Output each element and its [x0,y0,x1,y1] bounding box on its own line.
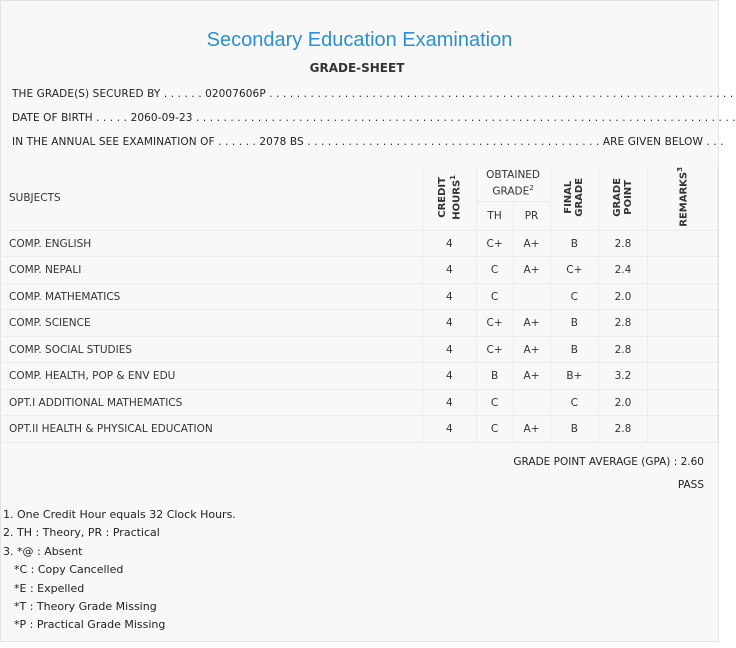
table-row [4,257,718,284]
date-of-birth-value: 2060-09-23 [130,112,193,124]
table-row [4,310,718,337]
header-credit-sup: 1 [448,174,457,180]
footnote-2: 2. TH : Theory, PR : Practical [3,526,160,540]
result-status: PASS [677,479,704,491]
examination-line [12,136,724,148]
theory-grade-cell: C+ [476,230,513,257]
final-grade-cell: C [550,389,599,416]
remarks-cell [647,310,717,337]
practical-grade-cell [513,283,550,310]
header-final-grade-label: FINAL GRADE [563,177,586,217]
grade-point-cell: 2.8 [599,230,648,257]
grade-point-cell: 2.8 [599,416,648,443]
footnote-copy-cancelled: *C : Copy Cancelled [14,563,124,577]
page-subtitle: GRADE-SHEET [309,61,405,75]
date-of-birth-label: DATE OF BIRTH . . . . . [12,112,131,124]
credit-hours-cell: 4 [423,283,477,310]
practical-grade-cell: A+ [513,416,550,443]
header-pr: PR [513,202,550,230]
examination-suffix: . . . . . . . . . . . . . . . . . . . . . . . . . . . . . . . . . . . . . . . . . . . ARE GIVEN BELOW . . . [303,136,724,148]
header-credit-hours-label: CREDIT HOURS [436,176,462,220]
table-row [4,363,718,390]
symbol-number-line [12,88,734,100]
practical-grade-cell: A+ [513,230,550,257]
credit-hours-cell: 4 [423,310,477,337]
remarks-cell [647,416,717,443]
examination-label: IN THE ANNUAL SEE EXAMINATION OF . . . . . . [12,136,260,148]
theory-grade-cell: C [476,389,513,416]
grade-point-cell: 2.8 [599,336,648,363]
subject-cell: COMP. MATHEMATICS [4,283,423,310]
practical-grade-cell: A+ [513,336,550,363]
table-row [4,416,718,443]
remarks-cell [647,230,717,257]
remarks-cell [647,389,717,416]
header-th: TH [476,202,513,230]
credit-hours-cell: 4 [423,336,477,363]
header-credit-hours [423,167,477,230]
theory-grade-cell: C+ [476,310,513,337]
grade-point-cell: 2.0 [599,389,648,416]
subject-cell: COMP. SCIENCE [4,310,423,337]
grade-point-cell: 3.2 [599,363,648,390]
header-obtained-sup: 2 [529,184,534,193]
credit-hours-cell: 4 [423,389,477,416]
header-subjects: SUBJECTS [4,167,423,230]
header-obtained-grade-label: OBTAINED GRADE [486,169,541,198]
header-remarks-label: REMARKS [678,171,690,227]
final-grade-cell: B [550,336,599,363]
footnote-expelled: *E : Expelled [14,581,85,595]
table-row [4,230,718,257]
subject-cell: COMP. SOCIAL STUDIES [4,336,423,363]
remarks-cell [647,257,717,284]
symbol-number-label: THE GRADE(S) SECURED BY . . . . . . [12,88,206,100]
final-grade-cell: C+ [550,257,599,284]
table-row [4,389,718,416]
subject-cell: COMP. NEPALI [4,257,423,284]
symbol-number-dots: . . . . . . . . . . . . . . . . . . . . . . . . . . . . . . . . . . . . . . . . . . . . . . . . . . . . . . . . . . . . . . . . . . . . [265,88,734,100]
footnote-theory-missing: *T : Theory Grade Missing [14,600,157,614]
grades-table [4,167,718,443]
grade-point-cell: 2.4 [599,257,648,284]
header-final-grade [550,167,599,230]
date-of-birth-line [12,112,736,124]
symbol-number-value: 02007606P [205,88,266,100]
final-grade-cell: B [550,310,599,337]
final-grade-cell: B+ [550,363,599,390]
table-row [4,336,718,363]
subject-cell: OPT.I ADDITIONAL MATHEMATICS [4,389,423,416]
final-grade-cell: B [550,230,599,257]
header-grade-point-label: GRADE POINT [611,177,634,217]
credit-hours-cell: 4 [423,257,477,284]
theory-grade-cell: C [476,257,513,284]
date-of-birth-dots: . . . . . . . . . . . . . . . . . . . . . . . . . . . . . . . . . . . . . . . . . . . . . . . . . . . . . . . . . . . . . . . . . . . . . . . . . . . . . . . [192,112,736,124]
gpa-summary: GRADE POINT AVERAGE (GPA) : 2.60 [513,456,704,468]
header-remarks-sup: 3 [676,167,685,172]
examination-year-value: 2078 BS [259,136,304,148]
practical-grade-cell [513,389,550,416]
practical-grade-cell: A+ [513,310,550,337]
remarks-cell [647,283,717,310]
footnote-1: 1. One Credit Hour equals 32 Clock Hours. [3,508,236,521]
grade-point-cell: 2.8 [599,310,648,337]
credit-hours-cell: 4 [423,363,477,390]
footnote-practical-missing: *P : Practical Grade Missing [14,618,166,632]
subject-cell: COMP. ENGLISH [4,230,423,257]
header-row [4,167,718,202]
footnotes [3,506,236,635]
header-remarks [647,167,717,230]
theory-grade-cell: C+ [476,336,513,363]
table-row [4,283,718,310]
remarks-cell [647,363,717,390]
theory-grade-cell: C [476,283,513,310]
remarks-cell [647,336,717,363]
final-grade-cell: B [550,416,599,443]
page-title: Secondary Education Examination [206,29,513,51]
final-grade-cell: C [550,283,599,310]
subject-cell: OPT.II HEALTH & PHYSICAL EDUCATION [4,416,423,443]
practical-grade-cell: A+ [513,363,550,390]
practical-grade-cell: A+ [513,257,550,284]
theory-grade-cell: B [476,363,513,390]
grade-point-cell: 2.0 [599,283,648,310]
subject-cell: COMP. HEALTH, POP & ENV EDU [4,363,423,390]
footnote-3: 3. *@ : Absent [3,544,83,558]
theory-grade-cell: C [476,416,513,443]
credit-hours-cell: 4 [423,416,477,443]
credit-hours-cell: 4 [423,230,477,257]
header-grade-point [599,167,648,230]
header-obtained-grade [476,167,550,202]
